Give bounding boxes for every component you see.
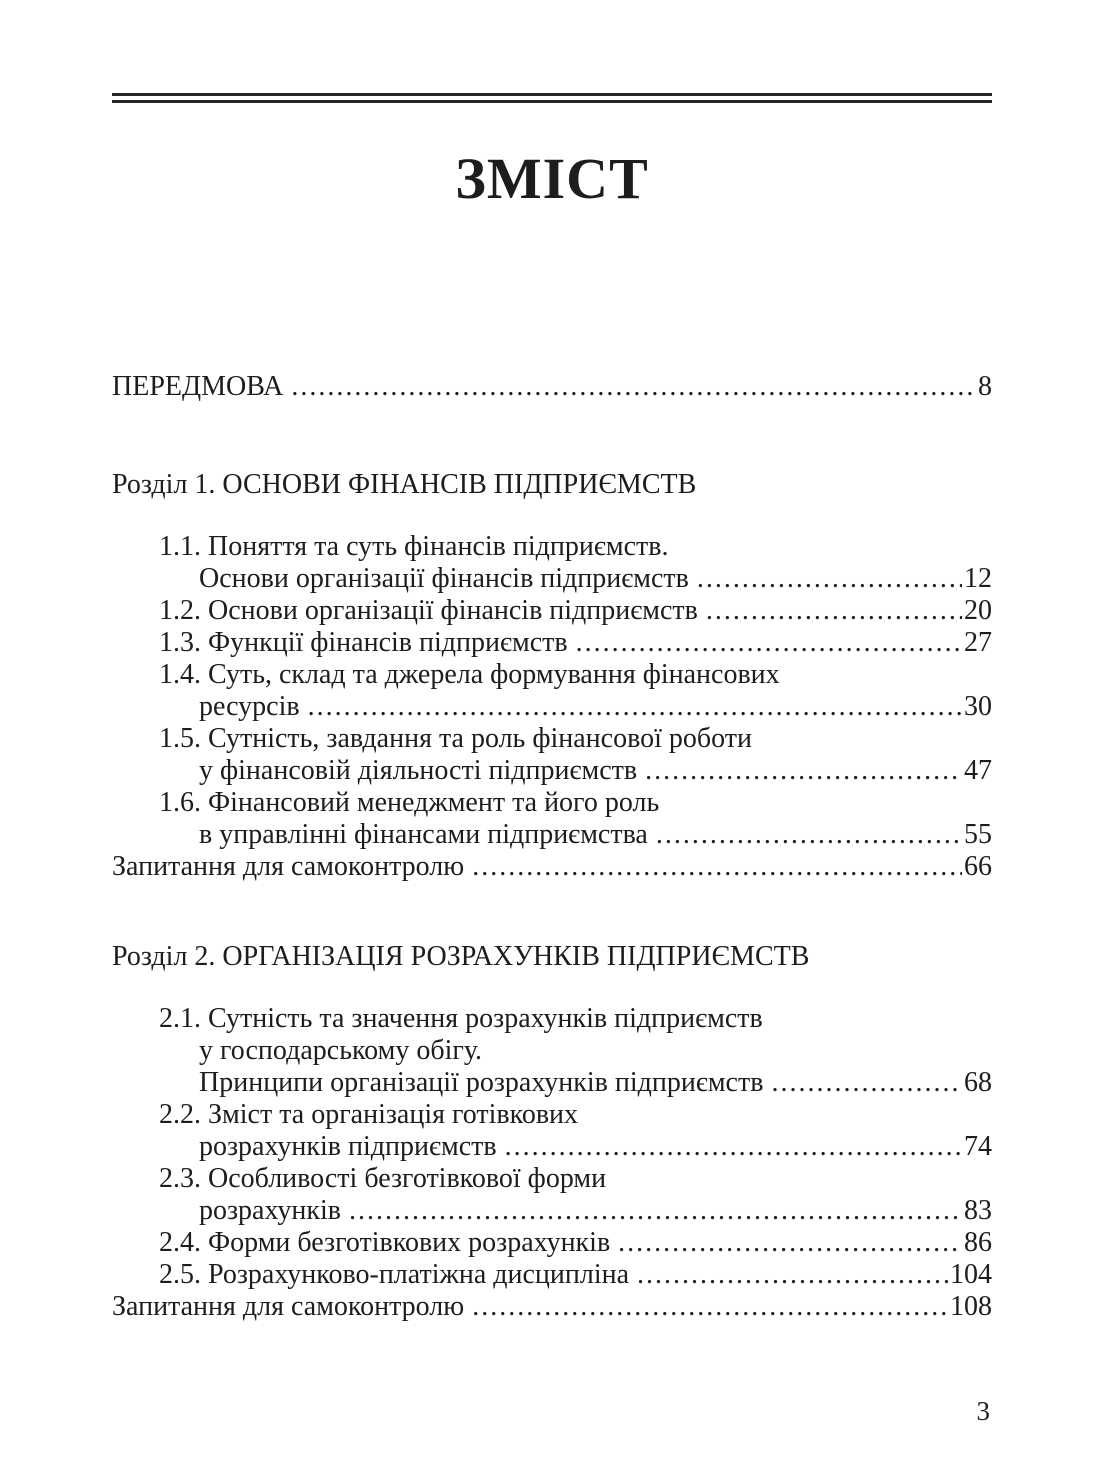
toc-entry [112, 1291, 992, 1323]
page-ref: 104 [950, 1259, 992, 1290]
dot-leader [472, 851, 962, 883]
toc-entry [159, 627, 992, 659]
toc-entry-line [112, 1291, 992, 1323]
toc-entry [159, 1227, 992, 1259]
dot-leader [706, 595, 962, 627]
page-ref: 66 [964, 851, 992, 882]
toc-entry [112, 851, 992, 883]
dot-leader [645, 755, 962, 787]
dot-leader [576, 627, 962, 659]
dot-leader [308, 691, 962, 723]
toc-entry-text: у фінансовій діяльності підприємств [199, 755, 638, 786]
toc-entry-line [159, 563, 992, 595]
toc-entry [159, 1163, 992, 1227]
toc-entry-text: розрахунків [199, 1195, 342, 1226]
toc-entry-line: 2.3. Особливості безготівкової форми [159, 1163, 607, 1194]
page-ref: 8 [978, 371, 992, 402]
toc-entry-line: 1.1. Поняття та суть фінансів підприємств. [159, 531, 669, 562]
toc-entry-line [159, 1195, 992, 1227]
toc-entry [159, 723, 992, 787]
toc-entry-text: 2.5. Розрахунково-платіжна дисципліна [159, 1259, 630, 1290]
page-ref: 55 [964, 819, 992, 850]
toc-entry-line [159, 1227, 992, 1259]
page-ref: 74 [964, 1131, 992, 1162]
dot-leader [505, 1131, 962, 1163]
toc-entry [159, 595, 992, 627]
toc-entry [159, 659, 992, 723]
dot-leader [472, 1291, 948, 1323]
page-ref: 83 [964, 1195, 992, 1226]
toc-entry-text: ресурсів [199, 691, 300, 722]
dot-leader [637, 1259, 948, 1291]
page-title: ЗМІСТ [455, 146, 649, 211]
page-ref: 12 [964, 563, 992, 594]
dot-leader [697, 563, 962, 595]
double-rule-divider [112, 93, 992, 103]
page-ref: 20 [964, 595, 992, 626]
page-ref: 30 [964, 691, 992, 722]
chapter-2-items [112, 1003, 992, 1323]
toc-entry-line [159, 691, 992, 723]
dot-leader [349, 1195, 962, 1227]
toc-entry-line: 1.6. Фінансовий менеджмент та його роль [159, 787, 660, 818]
toc-entry-line: 2.2. Зміст та організація готівкових [159, 1099, 579, 1130]
toc-entry-line [159, 1067, 992, 1099]
toc-entry-text: в управлінні фінансами підприємства [199, 819, 648, 850]
dot-leader [656, 819, 962, 851]
toc-entry-line: 2.1. Сутність та значення розрахунків підприємств [159, 1003, 763, 1034]
toc-entry-text: Основи організації фінансів підприємств [199, 563, 689, 594]
toc-entry-text: розрахунків підприємств [199, 1131, 497, 1162]
toc-entry-text: 1.2. Основи організації фінансів підприємств [159, 595, 698, 626]
toc-entry-line [159, 595, 992, 627]
toc-entry-line [112, 851, 992, 883]
toc-entry-text: 1.3. Функції фінансів підприємств [159, 627, 568, 658]
page-ref: 27 [964, 627, 992, 658]
toc-entry-line [159, 1259, 992, 1291]
toc-entry-text: Запитання для самоконтролю [112, 1291, 465, 1322]
dot-leader [771, 1067, 962, 1099]
toc-entry [159, 1003, 992, 1099]
dot-leader [291, 371, 976, 403]
toc-entry-line [159, 755, 992, 787]
page-ref: 108 [950, 1291, 992, 1322]
chapter-1-heading: Розділ 1. ОСНОВИ ФІНАНСІВ ПІДПРИЄМСТВ [112, 469, 697, 500]
toc-entry-line: 1.4. Суть, склад та джерела формування фінансових [159, 659, 780, 690]
toc-entry [159, 1259, 992, 1291]
toc-entry-preface [112, 371, 992, 403]
toc-entry [159, 531, 992, 595]
toc-entry [159, 787, 992, 851]
toc-entry-text: Запитання для самоконтролю [112, 851, 465, 882]
toc-entry-text: 2.4. Форми безготівкових розрахунків [159, 1227, 611, 1258]
folio-page-number: 3 [976, 1396, 990, 1426]
toc-entry-line: 1.5. Сутність, завдання та роль фінансової роботи [159, 723, 752, 754]
toc-entry-line [159, 1131, 992, 1163]
chapter-1-items [112, 531, 992, 883]
page-ref: 86 [964, 1227, 992, 1258]
toc-entry-line: у господарському обігу. [199, 1035, 483, 1066]
toc-entry-line [159, 819, 992, 851]
toc-entry [159, 1099, 992, 1163]
preface-label: ПЕРЕДМОВА [112, 371, 284, 402]
chapter-2-heading: Розділ 2. ОРГАНІЗАЦІЯ РОЗРАХУНКІВ ПІДПРИЄМСТВ [112, 941, 810, 972]
dot-leader [618, 1227, 962, 1259]
toc-entry-line [159, 627, 992, 659]
page-ref: 47 [964, 755, 992, 786]
page-ref: 68 [964, 1067, 992, 1098]
toc-entry-text: Принципи організації розрахунків підприємств [199, 1067, 764, 1098]
